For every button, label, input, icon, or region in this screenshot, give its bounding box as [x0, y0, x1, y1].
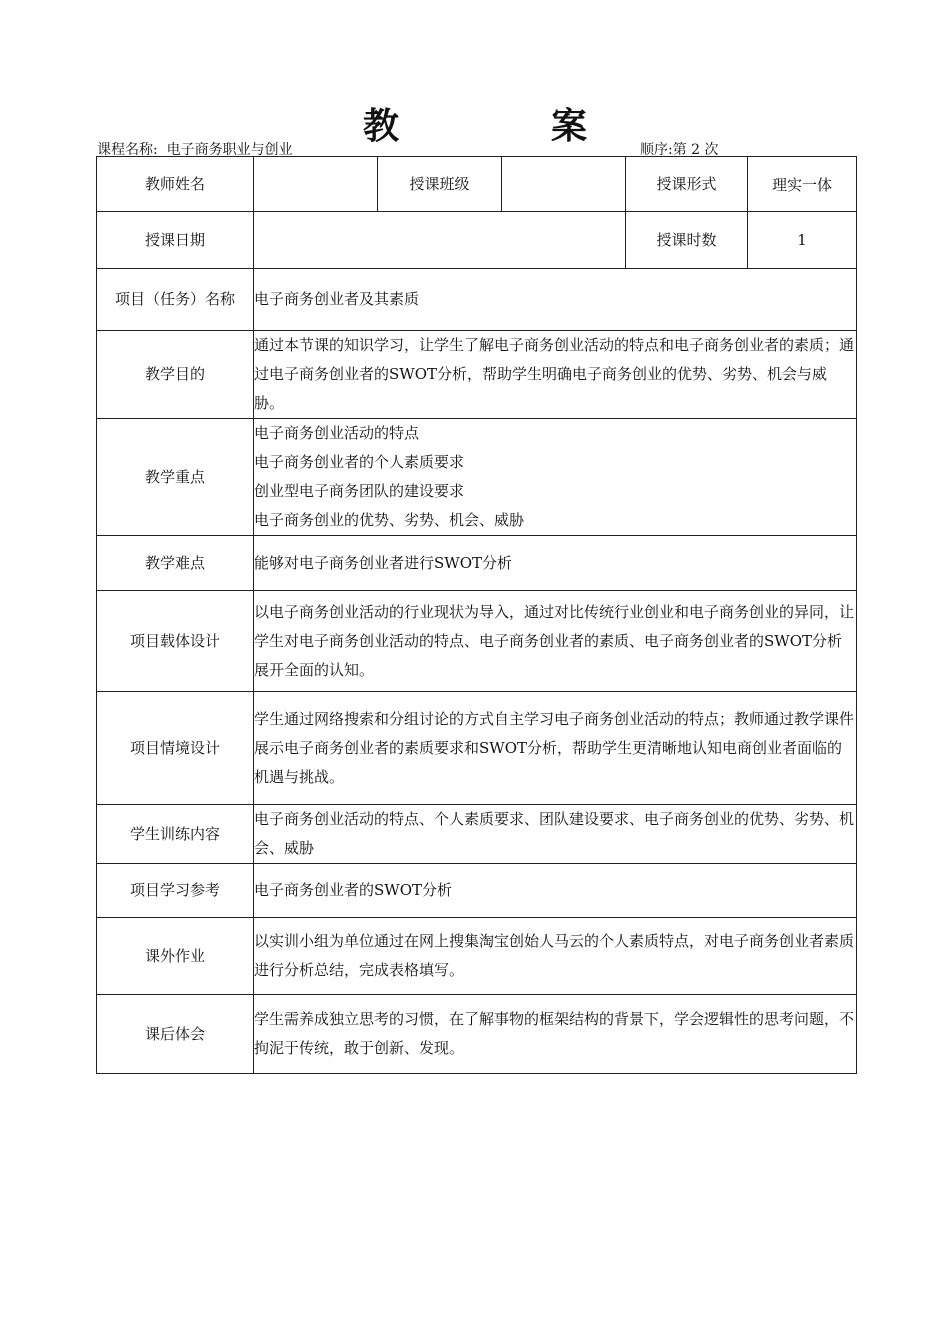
carrier-design-value: 以电子商务创业活动的行业现状为导入，通过对比传统行业创业和电子商务创业的异同，让学生对电子商务创业活动的特点、电子商务创业者的素质、电子商务创业者的SWOT分析展开全面的认知。	[254, 591, 857, 692]
course-label: 课程名称:	[97, 142, 158, 158]
table-row	[97, 918, 857, 995]
table-row	[97, 212, 857, 269]
table-row	[97, 864, 857, 918]
list-item: 电子商务创业活动的特点	[254, 424, 420, 442]
list-item: 电子商务创业的优势、劣势、机会、威胁	[254, 511, 525, 529]
homework-value: 以实训小组为单位通过在网上搜集淘宝创始人马云的个人素质特点，对电子商务创业者素质进行分析总结，完成表格填写。	[254, 918, 857, 995]
difficulty-value: 能够对电子商务创业者进行SWOT分析	[254, 536, 857, 591]
reference-label: 项目学习参考	[97, 864, 254, 918]
class-value	[502, 157, 626, 212]
table-row	[97, 536, 857, 591]
table-row	[97, 269, 857, 331]
key-points-label: 教学重点	[97, 419, 254, 536]
date-value	[254, 212, 626, 269]
format-label: 授课形式	[626, 157, 748, 212]
course-name: 电子商务职业与创业	[166, 142, 293, 158]
objective-label: 教学目的	[97, 331, 254, 419]
date-label: 授课日期	[97, 212, 254, 269]
table-row	[97, 157, 857, 212]
carrier-design-label: 项目载体设计	[97, 591, 254, 692]
training-label: 学生训练内容	[97, 805, 254, 864]
table-row	[97, 331, 857, 419]
teacher-label: 教师姓名	[97, 157, 254, 212]
scenario-design-label: 项目情境设计	[97, 692, 254, 805]
hours-label: 授课时数	[626, 212, 748, 269]
page-title: 教 案	[362, 106, 645, 147]
list-item: 电子商务创业者的个人素质要求	[254, 453, 465, 471]
scenario-design-value: 学生通过网络搜索和分组讨论的方式自主学习电子商务创业活动的特点；教师通过教学课件展示电子商务创业者的素质要求和SWOT分析，帮助学生更清晰地认知电商创业者面临的机遇与挑战。	[254, 692, 857, 805]
project-name-label: 项目（任务）名称	[97, 269, 254, 331]
teacher-value	[254, 157, 378, 212]
reference-value: 电子商务创业者的SWOT分析	[254, 864, 857, 918]
hours-value: 1	[748, 212, 857, 269]
table-row	[97, 591, 857, 692]
homework-label: 课外作业	[97, 918, 254, 995]
table-row	[97, 805, 857, 864]
order-label: 顺序:	[640, 142, 673, 158]
table-row	[97, 995, 857, 1074]
difficulty-label: 教学难点	[97, 536, 254, 591]
list-item: 创业型电子商务团队的建设要求	[254, 482, 465, 500]
key-points-list	[254, 419, 857, 536]
order-value: 第 2 次	[672, 142, 719, 158]
class-label: 授课班级	[378, 157, 502, 212]
objective-value: 通过本节课的知识学习，让学生了解电子商务创业活动的特点和电子商务创业者的素质；通过电子商务创业者的SWOT分析，帮助学生明确电子商务创业的优势、劣势、机会与威胁。	[254, 331, 857, 419]
table-row	[97, 419, 857, 536]
format-value: 理实一体	[748, 157, 857, 212]
training-value: 电子商务创业活动的特点、个人素质要求、团队建设要求、电子商务创业的优势、劣势、机会、威胁	[254, 805, 857, 864]
reflection-label: 课后体会	[97, 995, 254, 1074]
reflection-value: 学生需养成独立思考的习惯，在了解事物的框架结构的背景下，学会逻辑性的思考问题，不拘泥于传统，敢于创新、发现。	[254, 995, 857, 1074]
lesson-plan-table	[96, 156, 857, 1074]
table-row	[97, 692, 857, 805]
project-name-value: 电子商务创业者及其素质	[254, 269, 857, 331]
